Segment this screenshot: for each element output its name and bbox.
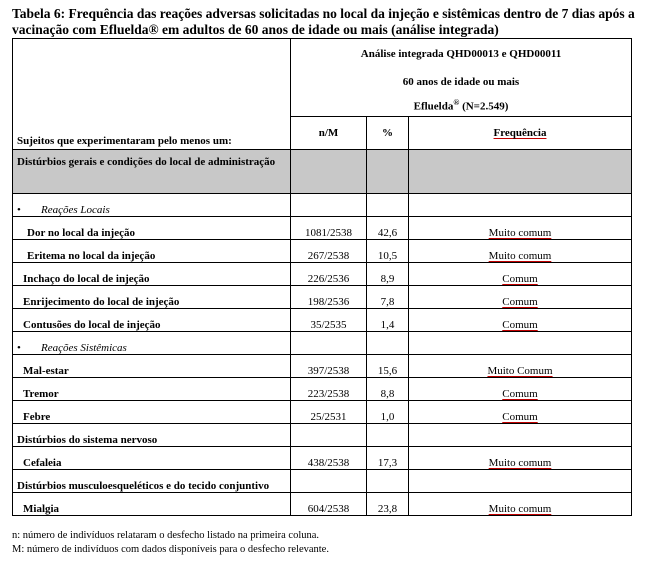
footnotes (12, 529, 329, 557)
table-row (13, 240, 632, 263)
bullet-icon: • (17, 204, 21, 216)
cell-pct (367, 194, 409, 217)
header-blank (13, 39, 291, 69)
adverse-reactions-table (12, 38, 632, 516)
cell-nm: 226/2536 (291, 263, 367, 286)
row-label: Mal-estar (13, 355, 291, 378)
cell-nm (291, 470, 367, 493)
cell-nm: 198/2536 (291, 286, 367, 309)
cell-freq: Muito comum (409, 493, 632, 516)
cell-nm: 223/2538 (291, 378, 367, 401)
cell-nm: 35/2535 (291, 309, 367, 332)
row-label: Tremor (13, 378, 291, 401)
table-row (13, 355, 632, 378)
row-label: Distúrbios gerais e condições do local de administração (13, 150, 291, 194)
row-label: Eritema no local da injeção (13, 240, 291, 263)
row-label: Distúrbios do sistema nervoso (13, 424, 291, 447)
cell-freq: Comum (409, 401, 632, 424)
footnote-m: M: número de indivíduos com dados disponíveis para o desfecho relevante. (12, 544, 329, 555)
cell-pct: 10,5 (367, 240, 409, 263)
cell-nm (291, 194, 367, 217)
cell-freq: Muito comum (409, 447, 632, 470)
bullet-label: Reações Sistêmicas (41, 342, 127, 354)
table-row (13, 447, 632, 470)
table-row (13, 493, 632, 516)
table-row (13, 470, 632, 493)
cell-nm: 1081/2538 (291, 217, 367, 240)
cell-freq (409, 332, 632, 355)
header-freq: Frequência (409, 117, 632, 150)
row-label: Cefaleia (13, 447, 291, 470)
cell-pct: 17,3 (367, 447, 409, 470)
table-row (13, 286, 632, 309)
cell-pct: 42,6 (367, 217, 409, 240)
cell-freq: Muito comum (409, 240, 632, 263)
cell-nm (291, 424, 367, 447)
cell-pct: 15,6 (367, 355, 409, 378)
row-label (13, 194, 291, 217)
cell-freq: Comum (409, 378, 632, 401)
table-row (13, 401, 632, 424)
cell-freq (409, 470, 632, 493)
table-row (13, 309, 632, 332)
cell-pct: 23,8 (367, 493, 409, 516)
table-row (13, 194, 632, 217)
cell-pct (367, 332, 409, 355)
row-label: Enrijecimento do local de injeção (13, 286, 291, 309)
cell-nm: 604/2538 (291, 493, 367, 516)
table-row (13, 424, 632, 447)
cell-nm: 397/2538 (291, 355, 367, 378)
row-label: Distúrbios musculoesqueléticos e do tecido conjuntivo (13, 470, 291, 493)
cell-pct: 1,4 (367, 309, 409, 332)
header-age: 60 anos de idade ou mais (291, 69, 632, 95)
cell-pct (367, 150, 409, 194)
header-row-label: Sujeitos que experimentaram pelo menos um: (13, 117, 291, 150)
cell-freq: Muito comum (409, 217, 632, 240)
cell-freq (409, 194, 632, 217)
cell-nm (291, 332, 367, 355)
table-row (13, 150, 632, 194)
cell-pct (367, 424, 409, 447)
cell-nm: 267/2538 (291, 240, 367, 263)
cell-freq: Comum (409, 309, 632, 332)
header-pct: % (367, 117, 409, 150)
row-label: Mialgia (13, 493, 291, 516)
cell-nm: 25/2531 (291, 401, 367, 424)
table-row (13, 378, 632, 401)
table-row (13, 217, 632, 240)
row-label: Inchaço do local de injeção (13, 263, 291, 286)
header-nm: n/M (291, 117, 367, 150)
bullet-icon: • (17, 342, 21, 354)
row-label: Dor no local da injeção (13, 217, 291, 240)
cell-freq (409, 424, 632, 447)
header-product: Efluelda® (N=2.549) (291, 95, 632, 117)
bullet-label: Reações Locais (41, 204, 110, 216)
cell-pct: 8,8 (367, 378, 409, 401)
cell-pct: 7,8 (367, 286, 409, 309)
cell-pct: 8,9 (367, 263, 409, 286)
cell-freq: Comum (409, 286, 632, 309)
cell-pct: 1,0 (367, 401, 409, 424)
table-row (13, 263, 632, 286)
cell-freq: Comum (409, 263, 632, 286)
cell-nm: 438/2538 (291, 447, 367, 470)
footnote-n: n: número de indivíduos relataram o desfecho listado na primeira coluna. (12, 530, 320, 541)
header-analysis: Análise integrada QHD00013 e QHD00011 (291, 39, 632, 69)
row-label: Febre (13, 401, 291, 424)
table-caption: Tabela 6: Frequência das reações adversas solicitadas no local da injeção e sistêmicas dentro de 7 dias após a vacinação com Efluelda® em adultos de 60 anos de idade ou mais (análise integrada) (12, 6, 635, 37)
cell-nm (291, 150, 367, 194)
cell-freq (409, 150, 632, 194)
table-row (13, 332, 632, 355)
row-label: Contusões do local de injeção (13, 309, 291, 332)
cell-pct (367, 470, 409, 493)
row-label (13, 332, 291, 355)
cell-freq: Muito Comum (409, 355, 632, 378)
